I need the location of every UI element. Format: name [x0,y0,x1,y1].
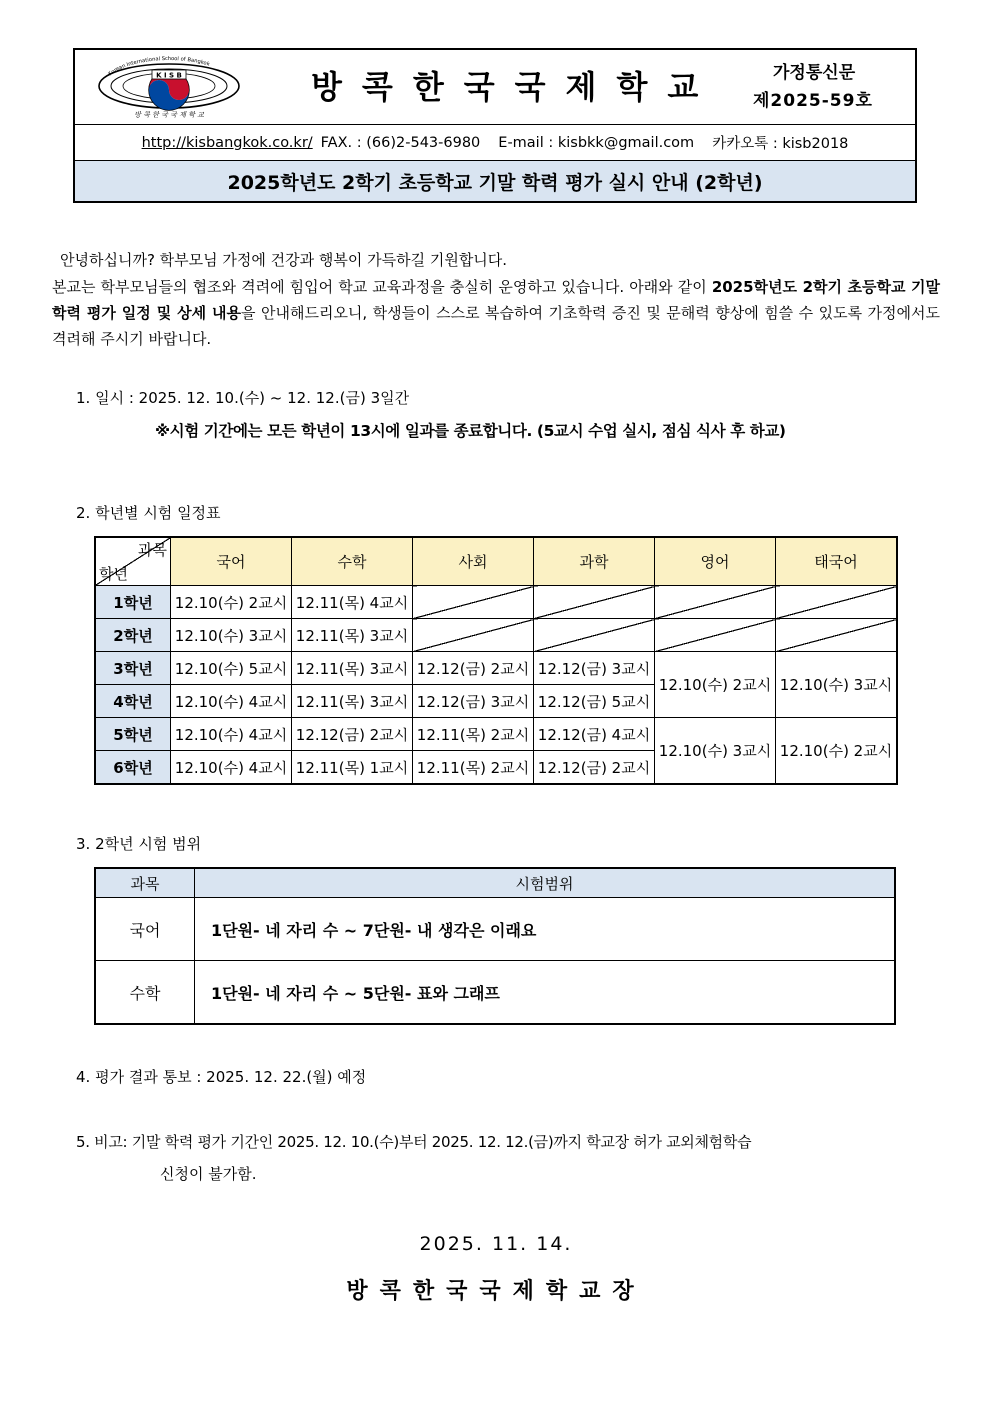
table-row [95,586,897,619]
schedule-cell: 12.11(목) 3교시 [292,685,413,718]
range-subject: 수학 [95,961,195,1025]
svg-text:K I S B: K I S B [156,71,182,80]
school-logo-icon [95,56,243,120]
table-row [95,961,895,1025]
item-5-note-cont: 신청이 불가함. [160,1165,257,1183]
issue-date: 2025. 11. 14. [419,1233,573,1255]
principal-signature: 방콕한국국제학교장 [346,1279,646,1304]
range-text: 1단원- 네 자리 수 ~ 5단원- 표와 그래프 [195,961,896,1025]
schedule-cell: 12.10(수) 4교시 [171,751,292,785]
schedule-cell: 12.12(금) 2교시 [413,652,534,685]
schedule-cell: 12.11(목) 3교시 [292,652,413,685]
schedule-cell-merged: 12.10(수) 2교시 [655,652,776,718]
exam-range-table [94,867,896,1025]
schedule-cell: 12.12(금) 5교시 [534,685,655,718]
svg-text:방 콕 한 국 국 제 학 교: 방 콕 한 국 국 제 학 교 [134,111,204,119]
schedule-cell: 12.11(목) 2교시 [413,751,534,785]
item-1-note: ※시험 기간에는 모든 학년이 13시에 일과를 종료합니다. (5교시 수업 실시, 점심 식사 후 하교) [155,422,786,440]
fax-number: FAX. : (66)2-543-6980 [320,134,481,151]
letterhead [73,48,917,203]
table-row [95,898,895,961]
subject-math: 수학 [292,537,413,586]
notice-type: 가정통신문 [773,63,856,83]
schedule-table [94,536,898,785]
item-1-date: 1. 일시 : 2025. 12. 10.(수) ~ 12. 12.(금) 3일간 [76,389,410,407]
empty-cell [776,586,898,619]
intro-bold: 2025학년도 2학기 초등학교 기말 학력 평가 일정 및 상세 내용 [52,278,940,322]
item-2-heading: 2. 학년별 시험 일정표 [76,504,221,522]
schedule-header-row [95,537,897,586]
grade-label: 4학년 [95,685,171,718]
schedule-cell: 12.11(목) 4교시 [292,586,413,619]
grade-label: 6학년 [95,751,171,785]
range-subject: 국어 [95,898,195,961]
schedule-cell: 12.12(금) 2교시 [292,718,413,751]
grade-label: 2학년 [95,619,171,652]
schedule-cell: 12.12(금) 3교시 [534,652,655,685]
range-col-range: 시험범위 [195,868,896,898]
schedule-cell: 12.11(목) 2교시 [413,718,534,751]
empty-cell [655,619,776,652]
schedule-cell: 12.12(금) 4교시 [534,718,655,751]
empty-cell [655,586,776,619]
schedule-cell: 12.12(금) 2교시 [534,751,655,785]
schedule-cell-merged: 12.10(수) 2교시 [776,718,898,785]
range-header-row [95,868,895,898]
schedule-cell: 12.10(수) 5교시 [171,652,292,685]
kakao-id: 카카오톡 : kisb2018 [712,136,849,152]
range-text: 1단원- 네 자리 수 ~ 7단원- 내 생각은 이래요 [195,898,896,961]
subject-korean: 국어 [171,537,292,586]
table-row [95,652,897,685]
letterhead-top [75,50,915,125]
contact-bar [75,125,915,161]
email-address: E-mail : kisbkk@gmail.com [498,134,695,151]
website-link[interactable]: http://kisbangkok.co.kr/ [141,134,313,151]
greeting: 안녕하십니까? 학부모님 가정에 건강과 행복이 가득하길 기원합니다. [60,251,508,269]
schedule-cell: 12.11(목) 1교시 [292,751,413,785]
corner-cell: 과목 학년 [95,537,171,586]
schedule-cell: 12.11(목) 3교시 [292,619,413,652]
table-row [95,619,897,652]
schedule-cell: 12.12(금) 3교시 [413,685,534,718]
empty-cell [534,619,655,652]
grade-label: 3학년 [95,652,171,685]
empty-cell [413,586,534,619]
table-row [95,718,897,751]
item-5-note: 5. 비고: 기말 학력 평가 기간인 2025. 12. 10.(수)부터 2025. 12. 12.(금)까지 학교장 허가 교외체험학습 [76,1133,752,1151]
notice-title: 2025학년도 2학기 초등학교 기말 학력 평가 실시 안내 (2학년) [75,161,915,201]
schedule-cell: 12.10(수) 2교시 [171,586,292,619]
subject-social: 사회 [413,537,534,586]
subject-thai: 태국어 [776,537,898,586]
empty-cell [413,619,534,652]
schedule-cell-merged: 12.10(수) 3교시 [776,652,898,718]
schedule-cell: 12.10(수) 4교시 [171,718,292,751]
empty-cell [534,586,655,619]
schedule-cell-merged: 12.10(수) 3교시 [655,718,776,785]
schedule-cell: 12.10(수) 4교시 [171,685,292,718]
intro-paragraph: 본교는 학부모님들의 협조와 격려에 힘입어 학교 교육과정을 충실히 운영하고 있습니다. 아래와 같이 2025학년도 2학기 초등학교 기말 학력 평가 일정 및 상세 내용을 안내해드리오니, 학생들이 스스로 복습하여 기초학력 증진 및 문해력 향상에 힘쓸 수 있도록 가정에서도 격려해 주시기 바랍니다. [52,278,940,348]
schedule-cell: 12.10(수) 3교시 [171,619,292,652]
subject-english: 영어 [655,537,776,586]
notice-number: 제2025-59호 [753,91,873,111]
item-3-heading: 3. 2학년 시험 범위 [76,835,202,853]
svg-text:Korean International School of: Korean International School of Bangkok [107,56,211,78]
empty-cell [776,619,898,652]
subject-science: 과학 [534,537,655,586]
range-col-subject: 과목 [95,868,195,898]
school-name: 방콕한국국제학교 [311,68,719,106]
grade-label: 1학년 [95,586,171,619]
grade-label: 5학년 [95,718,171,751]
item-4-result: 4. 평가 결과 통보 : 2025. 12. 22.(월) 예정 [76,1068,367,1086]
